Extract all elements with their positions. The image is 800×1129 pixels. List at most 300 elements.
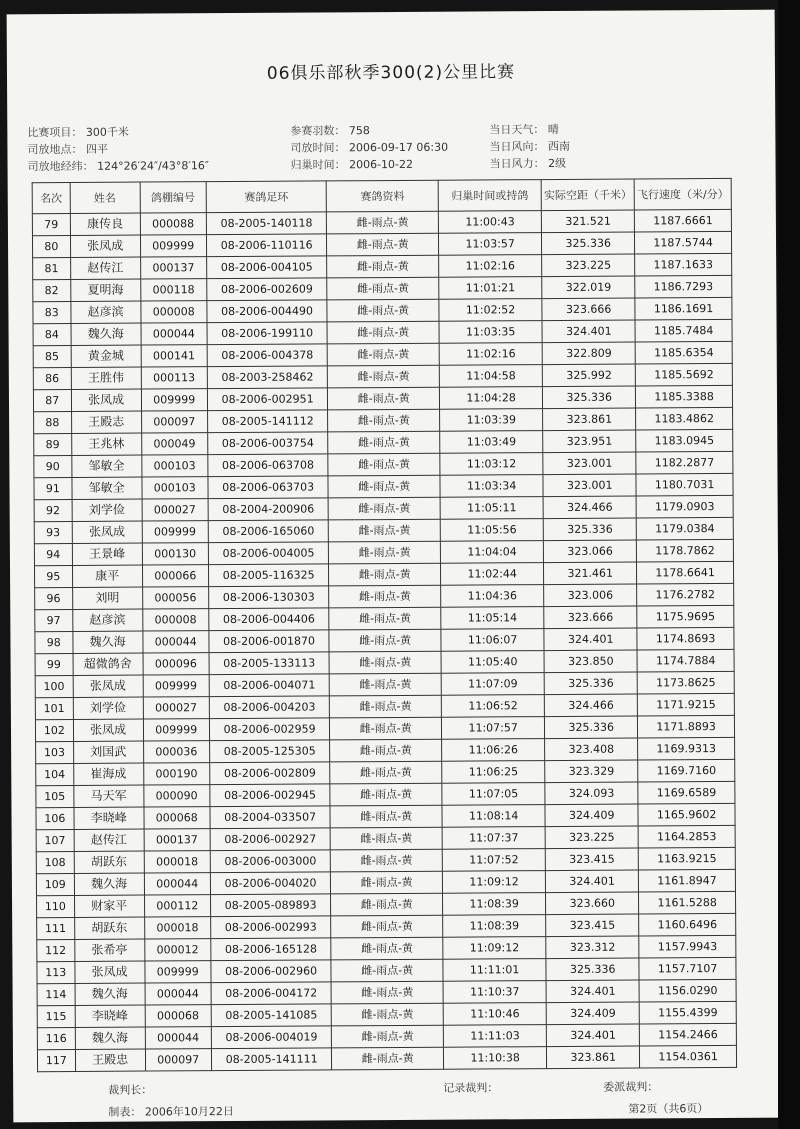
cell-rank: 82 [33, 279, 71, 301]
cell-distance: 323.225 [542, 254, 635, 277]
meta-race-item: 比赛项目： 300千米 [27, 125, 129, 140]
cell-loft-id: 000096 [143, 653, 209, 675]
cell-arrival: 11:10:46 [443, 1003, 546, 1026]
cell-name: 李晓峰 [75, 1005, 145, 1027]
cell-loft-id: 000018 [144, 851, 210, 873]
cell-ring: 08-2006-004490 [207, 300, 328, 323]
cell-bird-info: 雌-雨点-黄 [328, 453, 440, 476]
cell-rank: 83 [33, 301, 71, 323]
cell-speed: 1187.5744 [635, 231, 732, 254]
cell-bird-info: 雌-雨点-黄 [327, 255, 439, 278]
cell-ring: 08-2005-141112 [207, 410, 328, 433]
meta-release-place: 司放地点： 四平 [27, 142, 108, 157]
header-arrival: 归巢时间或持鸽 [438, 180, 541, 212]
cell-speed: 1175.9695 [637, 605, 734, 628]
cell-speed: 1179.0384 [636, 517, 733, 540]
header-rank: 名次 [32, 182, 70, 213]
meta-wind-direction: 当日风向： 西南 [489, 139, 570, 154]
cell-arrival: 11:09:12 [443, 937, 546, 960]
cell-bird-info: 雌-雨点-黄 [332, 1025, 444, 1048]
cell-distance: 323.066 [544, 540, 637, 563]
cell-bird-info: 雌-雨点-黄 [329, 519, 441, 542]
cell-rank: 87 [33, 389, 71, 411]
cell-bird-info: 雌-雨点-黄 [328, 387, 440, 410]
cell-arrival: 11:08:39 [443, 893, 546, 916]
cell-rank: 88 [34, 411, 72, 433]
cell-arrival: 11:11:01 [443, 959, 546, 982]
cell-distance: 323.666 [544, 606, 637, 629]
cell-ring: 08-2005-141111 [211, 1048, 332, 1071]
cell-distance: 323.850 [544, 650, 637, 673]
cell-loft-id: 000044 [144, 873, 210, 895]
cell-name: 张凤成 [70, 235, 140, 257]
cell-ring: 08-2006-002945 [210, 784, 331, 807]
cell-speed: 1185.3388 [636, 385, 733, 408]
cell-rank: 90 [34, 455, 72, 477]
cell-name: 胡跃东 [74, 851, 144, 873]
cell-arrival: 11:03:49 [440, 431, 543, 454]
footer-chief-referee: 裁判长： [108, 1083, 153, 1097]
cell-speed: 1173.8625 [637, 671, 734, 694]
cell-distance: 321.461 [544, 562, 637, 585]
cell-ring: 08-2006-002809 [210, 762, 331, 785]
cell-speed: 1163.9215 [638, 847, 735, 870]
cell-arrival: 11:00:43 [438, 211, 541, 234]
cell-bird-info: 雌-雨点-黄 [331, 959, 443, 982]
cell-bird-info: 雌-雨点-黄 [329, 585, 441, 608]
cell-speed: 1161.8947 [639, 869, 736, 892]
cell-ring: 08-2006-130303 [208, 586, 329, 609]
cell-distance: 324.466 [545, 694, 638, 717]
cell-name: 张希亭 [74, 939, 144, 961]
cell-distance: 323.001 [543, 474, 636, 497]
cell-speed: 1174.7884 [637, 649, 734, 672]
cell-loft-id: 000137 [144, 829, 210, 851]
cell-name: 王殿志 [71, 411, 141, 433]
cell-arrival: 11:03:34 [440, 475, 543, 498]
cell-ring: 08-2003-258462 [207, 366, 328, 389]
cell-speed: 1183.4862 [636, 407, 733, 430]
cell-distance: 323.225 [545, 826, 638, 849]
cell-speed: 1187.6661 [635, 209, 732, 232]
footer-recorder: 记录裁判： [443, 1081, 499, 1095]
cell-distance: 323.408 [545, 738, 638, 761]
cell-bird-info: 雌-雨点-黄 [330, 805, 442, 828]
cell-speed: 1171.8893 [638, 715, 735, 738]
meta-release-coords: 司放地经纬： 124°26′24″/43°8′16″ [27, 159, 209, 174]
meta-release-time: 司放时间： 2006-09-17 06:30 [290, 140, 449, 155]
cell-bird-info: 雌-雨点-黄 [329, 651, 441, 674]
cell-rank: 80 [32, 235, 70, 257]
cell-distance: 323.861 [547, 1046, 640, 1069]
cell-speed: 1169.7160 [638, 759, 735, 782]
cell-distance: 323.329 [545, 760, 638, 783]
cell-bird-info: 雌-雨点-黄 [331, 981, 443, 1004]
cell-distance: 325.336 [543, 518, 636, 541]
cell-distance: 325.336 [545, 716, 638, 739]
cell-rank: 108 [36, 851, 74, 873]
cell-rank: 117 [37, 1049, 75, 1071]
cell-name: 赵传江 [74, 829, 144, 851]
cell-loft-id: 000088 [140, 213, 206, 235]
cell-loft-id: 000068 [144, 807, 210, 829]
cell-name: 魏久海 [75, 1027, 145, 1049]
cell-arrival: 11:09:12 [442, 871, 545, 894]
cell-loft-id: 000018 [144, 917, 210, 939]
cell-loft-id: 000044 [141, 323, 207, 345]
cell-speed: 1185.7484 [635, 319, 732, 342]
cell-name: 崔海成 [73, 763, 143, 785]
cell-name: 赵彦滨 [70, 301, 140, 323]
cell-name: 张凤成 [72, 521, 142, 543]
meta-weather: 当日天气： 晴 [489, 122, 559, 137]
cell-rank: 92 [34, 499, 72, 521]
cell-arrival: 11:03:39 [440, 409, 543, 432]
cell-loft-id: 009999 [145, 961, 211, 983]
cell-arrival: 11:11:03 [443, 1025, 546, 1048]
cell-loft-id: 000012 [144, 939, 210, 961]
cell-arrival: 11:04:04 [440, 541, 543, 564]
cell-ring: 08-2006-004406 [209, 608, 330, 631]
cell-speed: 1155.4399 [639, 1001, 736, 1024]
cell-bird-info: 雌-雨点-黄 [327, 299, 439, 322]
meta-entries: 参赛羽数： 758 [290, 124, 370, 138]
cell-bird-info: 雌-雨点-黄 [331, 871, 443, 894]
cell-arrival: 11:08:39 [443, 915, 546, 938]
cell-name: 马天军 [73, 785, 143, 807]
cell-speed: 1157.9943 [639, 935, 736, 958]
cell-name: 魏久海 [72, 631, 142, 653]
cell-arrival: 11:10:37 [443, 981, 546, 1004]
cell-bird-info: 雌-雨点-黄 [331, 937, 443, 960]
cell-speed: 1186.1691 [635, 297, 732, 320]
cell-speed: 1182.2877 [636, 451, 733, 474]
cell-loft-id: 000008 [141, 301, 207, 323]
cell-rank: 115 [37, 1005, 75, 1027]
cell-bird-info: 雌-雨点-黄 [331, 915, 443, 938]
cell-name: 王殿忠 [75, 1049, 145, 1071]
cell-ring: 08-2006-063703 [208, 476, 329, 499]
scanned-document [7, 10, 782, 1123]
cell-rank: 102 [35, 719, 73, 741]
cell-bird-info: 雌-雨点-黄 [330, 717, 442, 740]
cell-ring: 08-2004-033507 [210, 806, 331, 829]
cell-arrival: 11:02:44 [441, 563, 544, 586]
cell-distance: 324.466 [543, 496, 636, 519]
cell-ring: 08-2006-002959 [209, 718, 330, 741]
cell-ring: 08-2006-002960 [211, 960, 332, 983]
cell-loft-id: 000068 [145, 1005, 211, 1027]
cell-loft-id: 009999 [143, 719, 209, 741]
cell-loft-id: 009999 [142, 521, 208, 543]
cell-rank: 79 [32, 213, 70, 235]
cell-bird-info: 雌-雨点-黄 [330, 695, 442, 718]
cell-loft-id: 000008 [142, 609, 208, 631]
header-loft-id: 鸽棚编号 [140, 182, 206, 213]
cell-arrival: 11:07:57 [441, 717, 544, 740]
cell-ring: 08-2005-116325 [208, 564, 329, 587]
cell-speed: 1179.0903 [636, 495, 733, 518]
cell-rank: 111 [37, 917, 75, 939]
cell-ring: 08-2006-001870 [209, 630, 330, 653]
cell-bird-info: 雌-雨点-黄 [328, 343, 440, 366]
cell-loft-id: 000044 [143, 631, 209, 653]
cell-name: 李晓峰 [74, 807, 144, 829]
cell-rank: 84 [33, 323, 71, 345]
cell-ring: 08-2004-200906 [208, 498, 329, 521]
cell-speed: 1154.0361 [640, 1045, 737, 1068]
cell-speed: 1154.2466 [640, 1023, 737, 1046]
cell-ring: 08-2005-125305 [209, 740, 330, 763]
cell-bird-info: 雌-雨点-黄 [328, 431, 440, 454]
cell-ring: 08-2006-003754 [207, 432, 328, 455]
cell-arrival: 11:06:25 [442, 761, 545, 784]
cell-rank: 105 [36, 785, 74, 807]
cell-name: 超微鸽舍 [73, 653, 143, 675]
cell-bird-info: 雌-雨点-黄 [332, 1003, 444, 1026]
cell-rank: 96 [35, 587, 73, 609]
cell-name: 魏久海 [75, 983, 145, 1005]
cell-arrival: 11:03:12 [440, 453, 543, 476]
cell-bird-info: 雌-雨点-黄 [331, 849, 443, 872]
cell-name: 张凤成 [73, 719, 143, 741]
cell-name: 魏久海 [74, 873, 144, 895]
cell-loft-id: 000036 [143, 741, 209, 763]
cell-distance: 324.409 [545, 804, 638, 827]
cell-distance: 324.401 [546, 980, 639, 1003]
cell-arrival: 11:07:05 [442, 783, 545, 806]
cell-ring: 08-2005-089893 [210, 894, 331, 917]
cell-distance: 322.019 [542, 276, 635, 299]
cell-bird-info: 雌-雨点-黄 [327, 211, 439, 234]
cell-distance: 323.666 [542, 298, 635, 321]
cell-speed: 1157.7107 [639, 957, 736, 980]
cell-loft-id: 000056 [142, 587, 208, 609]
cell-ring: 08-2005-141085 [211, 1004, 332, 1027]
cell-rank: 113 [37, 961, 75, 983]
cell-arrival: 11:06:52 [441, 695, 544, 718]
cell-ring: 08-2006-003000 [210, 850, 331, 873]
cell-bird-info: 雌-雨点-黄 [327, 233, 439, 256]
cell-arrival: 11:05:56 [440, 519, 543, 542]
cell-bird-info: 雌-雨点-黄 [331, 893, 443, 916]
cell-bird-info: 雌-雨点-黄 [329, 607, 441, 630]
cell-loft-id: 000103 [142, 477, 208, 499]
cell-rank: 93 [34, 521, 72, 543]
cell-loft-id: 000097 [145, 1049, 211, 1071]
results-table [32, 178, 737, 1072]
cell-ring: 08-2006-002993 [210, 916, 331, 939]
scan-edge [778, 0, 800, 1129]
cell-loft-id: 000066 [142, 565, 208, 587]
cell-speed: 1185.6354 [635, 341, 732, 364]
cell-distance: 324.401 [547, 1024, 640, 1047]
cell-name: 张凤成 [75, 961, 145, 983]
cell-bird-info: 雌-雨点-黄 [327, 321, 439, 344]
cell-arrival: 11:01:21 [439, 277, 542, 300]
cell-bird-info: 雌-雨点-黄 [327, 277, 439, 300]
cell-loft-id: 000049 [141, 433, 207, 455]
cell-name: 赵彦滨 [72, 609, 142, 631]
cell-name: 邹敏全 [71, 455, 141, 477]
cell-name: 刘学俭 [72, 499, 142, 521]
cell-ring: 08-2006-110116 [206, 234, 327, 257]
cell-loft-id: 000097 [141, 411, 207, 433]
cell-speed: 1160.6496 [639, 913, 736, 936]
cell-ring: 08-2006-004105 [206, 256, 327, 279]
cell-speed: 1180.7031 [636, 473, 733, 496]
cell-bird-info: 雌-雨点-黄 [330, 783, 442, 806]
cell-bird-info: 雌-雨点-黄 [328, 365, 440, 388]
cell-rank: 97 [35, 609, 73, 631]
cell-ring: 08-2006-002609 [207, 278, 328, 301]
cell-rank: 91 [34, 477, 72, 499]
cell-arrival: 11:05:40 [441, 651, 544, 674]
cell-loft-id: 000112 [144, 895, 210, 917]
cell-arrival: 11:06:07 [441, 629, 544, 652]
cell-rank: 116 [37, 1027, 75, 1049]
cell-rank: 109 [36, 873, 74, 895]
cell-rank: 107 [36, 829, 74, 851]
cell-bird-info: 雌-雨点-黄 [328, 475, 440, 498]
table-row [37, 1045, 736, 1071]
cell-rank: 112 [37, 939, 75, 961]
cell-loft-id: 000137 [140, 257, 206, 279]
table-body [32, 209, 736, 1071]
cell-loft-id: 000103 [142, 455, 208, 477]
cell-rank: 81 [33, 257, 71, 279]
cell-speed: 1185.5692 [636, 363, 733, 386]
cell-bird-info: 雌-雨点-黄 [329, 541, 441, 564]
cell-loft-id: 009999 [143, 675, 209, 697]
cell-speed: 1178.6641 [637, 561, 734, 584]
cell-loft-id: 009999 [140, 235, 206, 257]
cell-rank: 98 [35, 631, 73, 653]
cell-arrival: 11:05:11 [440, 497, 543, 520]
cell-name: 魏久海 [71, 323, 141, 345]
footer-made-by: 制表： 2006年10月22日 [108, 1104, 234, 1119]
cell-name: 王兆林 [71, 433, 141, 455]
cell-ring: 08-2006-004005 [208, 542, 329, 565]
cell-name: 刘国武 [73, 741, 143, 763]
cell-name: 刘明 [72, 587, 142, 609]
cell-distance: 323.001 [543, 452, 636, 475]
cell-arrival: 11:05:14 [441, 607, 544, 630]
cell-ring: 08-2006-002927 [210, 828, 331, 851]
meta-return-time: 归巢时间： 2006-10-22 [290, 157, 414, 172]
cell-distance: 322.809 [542, 342, 635, 365]
cell-distance: 323.861 [543, 408, 636, 431]
cell-speed: 1156.0290 [639, 979, 736, 1002]
cell-name: 刘学俭 [73, 697, 143, 719]
cell-name: 夏明海 [70, 279, 140, 301]
cell-ring: 08-2006-199110 [207, 322, 328, 345]
cell-bird-info: 雌-雨点-黄 [331, 827, 443, 850]
cell-arrival: 11:10:38 [443, 1047, 546, 1070]
footer-delegate: 委派裁判： [603, 1080, 659, 1094]
cell-name: 王胜伟 [71, 367, 141, 389]
cell-rank: 85 [33, 345, 71, 367]
cell-name: 张凤成 [73, 675, 143, 697]
cell-speed: 1165.9602 [638, 803, 735, 826]
cell-ring: 08-2006-004071 [209, 674, 330, 697]
cell-distance: 323.006 [544, 584, 637, 607]
cell-rank: 103 [36, 741, 74, 763]
cell-distance: 323.415 [546, 914, 639, 937]
cell-distance: 325.336 [544, 672, 637, 695]
cell-ring: 08-2006-165060 [208, 520, 329, 543]
cell-bird-info: 雌-雨点-黄 [329, 563, 441, 586]
cell-bird-info: 雌-雨点-黄 [330, 673, 442, 696]
cell-distance: 324.401 [544, 628, 637, 651]
cell-loft-id: 000027 [143, 697, 209, 719]
cell-rank: 104 [36, 763, 74, 785]
footer-page-number: 第2页（共6页） [628, 1102, 709, 1116]
cell-rank: 100 [35, 675, 73, 697]
cell-rank: 95 [34, 565, 72, 587]
cell-arrival: 11:02:16 [439, 343, 542, 366]
cell-ring: 08-2005-133113 [209, 652, 330, 675]
cell-arrival: 11:07:52 [442, 849, 545, 872]
cell-arrival: 11:03:35 [439, 321, 542, 344]
cell-loft-id: 000141 [141, 345, 207, 367]
cell-loft-id: 009999 [141, 389, 207, 411]
cell-arrival: 11:02:52 [439, 299, 542, 322]
cell-rank: 89 [34, 433, 72, 455]
cell-arrival: 11:04:36 [441, 585, 544, 608]
cell-bird-info: 雌-雨点-黄 [332, 1047, 444, 1070]
cell-distance: 324.409 [546, 1002, 639, 1025]
cell-arrival: 11:03:57 [439, 233, 542, 256]
cell-bird-info: 雌-雨点-黄 [330, 761, 442, 784]
cell-distance: 321.521 [542, 210, 635, 233]
cell-distance: 324.093 [545, 782, 638, 805]
cell-speed: 1174.8693 [637, 627, 734, 650]
cell-distance: 323.660 [546, 892, 639, 915]
table-header-row [32, 178, 731, 213]
cell-name: 财家平 [74, 895, 144, 917]
cell-loft-id: 000044 [145, 1027, 211, 1049]
cell-speed: 1178.7862 [637, 539, 734, 562]
cell-ring: 08-2006-063708 [208, 454, 329, 477]
cell-loft-id: 000044 [145, 983, 211, 1005]
cell-bird-info: 雌-雨点-黄 [328, 409, 440, 432]
cell-bird-info: 雌-雨点-黄 [329, 497, 441, 520]
cell-speed: 1169.9313 [638, 737, 735, 760]
cell-bird-info: 雌-雨点-黄 [329, 629, 441, 652]
cell-speed: 1164.2853 [638, 825, 735, 848]
cell-distance: 323.312 [546, 936, 639, 959]
cell-rank: 86 [33, 367, 71, 389]
cell-ring: 08-2006-004203 [209, 696, 330, 719]
meta-wind-force: 当日风力： 2级 [489, 156, 567, 171]
cell-ring: 08-2006-004019 [211, 1026, 332, 1049]
cell-name: 张凤成 [71, 389, 141, 411]
cell-arrival: 11:04:28 [439, 387, 542, 410]
cell-distance: 325.336 [546, 958, 639, 981]
cell-distance: 324.401 [546, 870, 639, 893]
cell-ring: 08-2006-004172 [211, 982, 332, 1005]
cell-speed: 1176.2782 [637, 583, 734, 606]
cell-loft-id: 000190 [143, 763, 209, 785]
page-title: 06俱乐部秋季300(2)公里比赛 [266, 62, 516, 84]
cell-arrival: 11:02:16 [439, 255, 542, 278]
cell-distance: 323.415 [545, 848, 638, 871]
cell-distance: 325.992 [543, 364, 636, 387]
cell-rank: 106 [36, 807, 74, 829]
cell-rank: 94 [34, 543, 72, 565]
cell-name: 胡跃东 [74, 917, 144, 939]
